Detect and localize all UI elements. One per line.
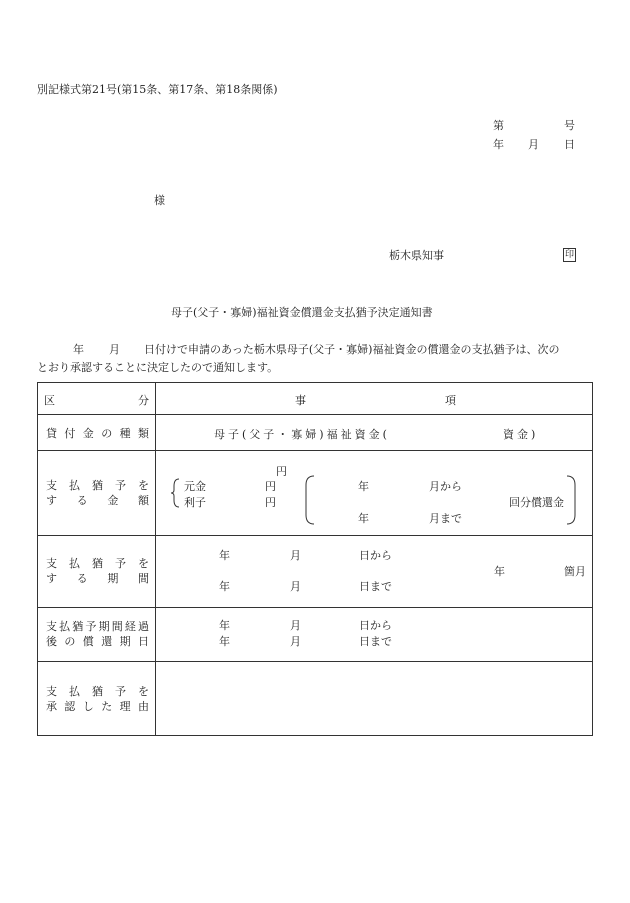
document-number-go: 号 bbox=[564, 119, 575, 132]
after-from-day: 日から bbox=[359, 619, 392, 632]
period-until-year: 年 bbox=[219, 580, 230, 593]
period-until-month: 月 bbox=[290, 580, 301, 593]
reason-label: 支払猶予を 承認した理由 bbox=[46, 685, 149, 713]
amount-from-year: 年 bbox=[358, 480, 369, 493]
seal-mark: 印 bbox=[564, 250, 574, 260]
table-column-divider bbox=[155, 383, 156, 735]
after-until-year: 年 bbox=[219, 635, 230, 648]
amount-installment: 回分償還金 bbox=[509, 496, 564, 509]
body-line2: とおり承認することに決定したので通知します。 bbox=[37, 361, 279, 374]
row-divider-3 bbox=[38, 535, 592, 536]
header-ji: 事 bbox=[295, 394, 306, 407]
amount-label: 支払猶予を する金額 bbox=[46, 479, 149, 507]
row-divider-4 bbox=[38, 607, 592, 608]
row-divider-5 bbox=[38, 661, 592, 662]
after-from-year: 年 bbox=[219, 619, 230, 632]
form-reference: 別記様式第21号(第15条、第17条、第18条関係) bbox=[37, 83, 278, 96]
row-divider-2 bbox=[38, 450, 592, 451]
period-total-month: 箇月 bbox=[564, 565, 586, 578]
amount-principal: 元金 bbox=[184, 480, 206, 493]
amount-interest-yen: 円 bbox=[265, 496, 276, 509]
header-ku: 区 bbox=[44, 394, 55, 407]
body-year: 年 bbox=[73, 343, 84, 356]
period-total-year: 年 bbox=[494, 565, 505, 578]
amount-until-month: 月まで bbox=[429, 512, 462, 525]
period-from-day: 日から bbox=[359, 549, 392, 562]
body-line1: 日付けで申請のあった栃木県母子(父子・寡婦)福祉資金の償還金の支払猶予は、次の bbox=[144, 343, 560, 356]
after-until-day: 日まで bbox=[359, 635, 392, 648]
header-kou: 項 bbox=[445, 394, 456, 407]
decision-table bbox=[37, 382, 593, 736]
loan-type-label: 貸付金の種類 bbox=[46, 427, 149, 440]
date-day: 日 bbox=[564, 138, 575, 151]
period-from-year: 年 bbox=[219, 549, 230, 562]
recipient-suffix: 様 bbox=[154, 194, 165, 207]
row-divider-1 bbox=[38, 414, 592, 415]
date-year: 年 bbox=[493, 138, 504, 151]
period-from-month: 月 bbox=[290, 549, 301, 562]
amount-left-paren bbox=[304, 475, 316, 525]
body-month: 月 bbox=[109, 343, 120, 356]
loan-type-suffix: 資金) bbox=[503, 428, 539, 441]
period-label: 支払猶予を する期間 bbox=[46, 557, 149, 585]
amount-total-yen: 円 bbox=[276, 465, 287, 478]
period-until-day: 日まで bbox=[359, 580, 392, 593]
loan-type-prefix: 母子(父子・寡婦)福祉資金( bbox=[214, 428, 390, 441]
amount-left-brace bbox=[170, 478, 182, 508]
amount-interest: 利子 bbox=[184, 496, 206, 509]
amount-from-month: 月から bbox=[429, 480, 462, 493]
amount-right-paren bbox=[565, 475, 577, 525]
sender-name: 栃木県知事 bbox=[389, 249, 444, 262]
after-period-label: 支払猶予期間経過 後の償還期日 bbox=[46, 620, 149, 648]
document-number-dai: 第 bbox=[493, 119, 504, 132]
after-until-month: 月 bbox=[290, 635, 301, 648]
header-bun: 分 bbox=[138, 394, 149, 407]
amount-until-year: 年 bbox=[358, 512, 369, 525]
after-from-month: 月 bbox=[290, 619, 301, 632]
date-month: 月 bbox=[528, 138, 539, 151]
amount-principal-yen: 円 bbox=[265, 480, 276, 493]
document-title: 母子(父子・寡婦)福祉資金償還金支払猶予決定通知書 bbox=[171, 306, 433, 319]
